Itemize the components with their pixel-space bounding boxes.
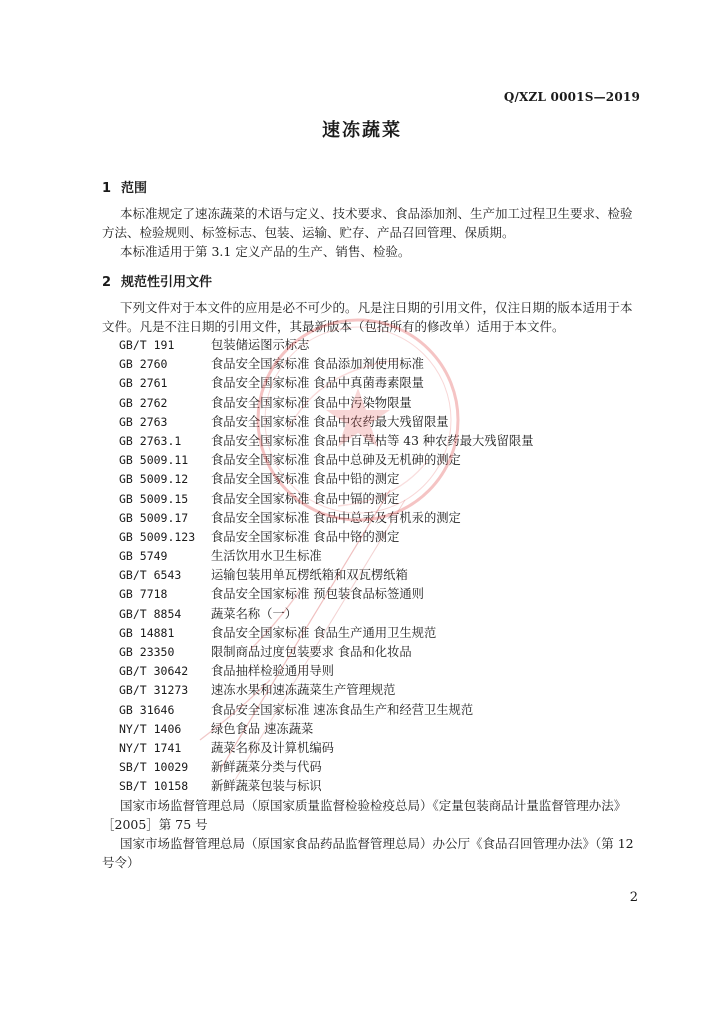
reference-title: 包装储运图示标志: [211, 338, 310, 352]
reference-title: 限制商品过度包装要求 食品和化妆品: [211, 645, 412, 659]
reference-title: 食品安全国家标准 食品添加剂使用标准: [211, 357, 424, 372]
closing-paragraph-1: 国家市场监督管理总局（原国家质量监督检验检疫总局）《定量包装商品计量监督管理办法》［2005］第 75 号: [102, 798, 627, 832]
document-code: Q/XZL 0001S—2019: [503, 90, 640, 104]
reference-row: [102, 585, 642, 604]
reference-title: 速冻水果和速冻蔬菜生产管理规范: [211, 683, 396, 698]
reference-code: GB 31646: [119, 702, 175, 717]
reference-code: GB 2763.1: [119, 433, 182, 448]
reference-title: 食品安全国家标准 食品中铬的测定: [211, 529, 400, 544]
section-1-title: 范围: [121, 181, 148, 196]
reference-row: [102, 336, 642, 355]
reference-title: 食品安全国家标准 食品中污染物限量: [211, 395, 412, 410]
reference-row: [102, 566, 642, 585]
reference-title: 食品安全国家标准 食品中铅的测定: [211, 472, 400, 487]
reference-code: GB 5009.11: [119, 453, 189, 468]
reference-code: GB/T 6543: [119, 568, 182, 583]
reference-code: GB 7718: [119, 587, 168, 602]
reference-title: 食品安全国家标准 食品中农药最大残留限量: [211, 414, 449, 429]
section-1-paragraph-1: 本标准规定了速冻蔬菜的术语与定义、技术要求、食品添加剂、生产加工过程卫生要求、检验方法、检验规则、标签标志、包装、运输、贮存、产品召回管理、保质期。: [102, 206, 633, 240]
reference-title: 食品安全国家标准 食品中总汞及有机汞的测定: [211, 510, 461, 525]
reference-row: [102, 643, 642, 662]
reference-row: [102, 490, 642, 509]
reference-row: [102, 547, 642, 566]
section-1-heading: [102, 177, 147, 196]
section-2-title: 规范性引用文件: [121, 275, 213, 290]
reference-title: 食品安全国家标准 食品中总砷及无机砷的测定: [211, 453, 461, 468]
closing-paragraph-2: 国家市场监督管理总局（原国家食品药品监督管理总局）办公厅《食品召回管理办法》（第 12 号令）: [102, 836, 634, 870]
section-2-number: 2: [102, 275, 112, 290]
reference-code: GB 2762: [119, 395, 168, 410]
reference-row: [102, 681, 642, 700]
reference-code: GB 5009.123: [119, 529, 196, 544]
reference-code: GB 14881: [119, 625, 175, 640]
reference-code: GB 5009.12: [119, 472, 189, 487]
reference-list: [102, 336, 642, 797]
reference-row: [102, 355, 642, 374]
reference-row: [102, 394, 642, 413]
reference-code: GB 2761: [119, 376, 168, 391]
reference-row: [102, 451, 642, 470]
reference-title: 蔬菜名称（一）: [211, 606, 298, 621]
reference-title: 新鲜蔬菜包装与标识: [211, 779, 322, 794]
section-1-number: 1: [102, 181, 112, 196]
page-title: 速冻蔬菜: [322, 120, 402, 141]
reference-code: NY/T 1406: [119, 721, 182, 736]
reference-title: 运输包装用单瓦楞纸箱和双瓦楞纸箱: [211, 568, 408, 583]
reference-title: 新鲜蔬菜分类与代码: [211, 760, 322, 775]
reference-code: SB/T 10029: [119, 760, 189, 775]
reference-row: [102, 432, 642, 451]
reference-row: [102, 374, 642, 393]
reference-code: GB 5009.15: [119, 491, 189, 506]
reference-title: 食品安全国家标准 食品中真菌毒素限量: [211, 376, 424, 391]
reference-code: GB 5749: [119, 549, 168, 564]
reference-code: GB/T 30642: [119, 664, 189, 679]
reference-code: GB 23350: [119, 645, 175, 659]
reference-row: [102, 624, 642, 643]
reference-row: [102, 509, 642, 528]
reference-title: 食品安全国家标准 食品生产通用卫生规范: [211, 625, 437, 640]
reference-code: NY/T 1741: [119, 740, 182, 755]
page-number: 2: [629, 890, 638, 905]
reference-title: 绿色食品 速冻蔬菜: [211, 721, 314, 736]
reference-code: GB 5009.17: [119, 510, 189, 525]
reference-code: GB/T 8854: [119, 606, 182, 621]
reference-code: SB/T 10158: [119, 779, 189, 794]
reference-title: 生活饮用水卫生标准: [211, 549, 322, 564]
reference-title: 食品安全国家标准 速冻食品生产和经营卫生规范: [211, 702, 474, 717]
reference-title: 食品抽样检验通用导则: [211, 664, 334, 679]
reference-row: [102, 470, 642, 489]
reference-code: GB/T 31273: [119, 683, 189, 698]
reference-title: 蔬菜名称及计算机编码: [211, 740, 334, 755]
reference-code: GB/T 191: [119, 338, 175, 352]
reference-title: 食品安全国家标准 食品中百草枯等 43 种农药最大残留限量: [211, 433, 534, 448]
reference-row: [102, 720, 642, 739]
reference-row: [102, 413, 642, 432]
reference-code: GB 2763: [119, 414, 168, 429]
reference-row: [102, 528, 642, 547]
reference-row: [102, 758, 642, 777]
reference-title: 食品安全国家标准 食品中镉的测定: [211, 491, 400, 506]
reference-row: [102, 777, 642, 796]
reference-code: GB 2760: [119, 357, 168, 372]
section-2-heading: [102, 271, 212, 290]
reference-row: [102, 605, 642, 624]
section-2-intro: 下列文件对于本文件的应用是必不可少的。凡是注日期的引用文件，仅注日期的版本适用于本文件。凡是不注日期的引用文件，其最新版本（包括所有的修改单）适用于本文件。: [102, 300, 633, 334]
section-1-paragraph-2: 本标准适用于第 3.1 定义产品的生产、销售、检验。: [120, 244, 411, 259]
reference-row: [102, 701, 642, 720]
reference-title: 食品安全国家标准 预包装食品标签通则: [211, 587, 424, 602]
reference-row: [102, 662, 642, 681]
reference-row: [102, 739, 642, 758]
